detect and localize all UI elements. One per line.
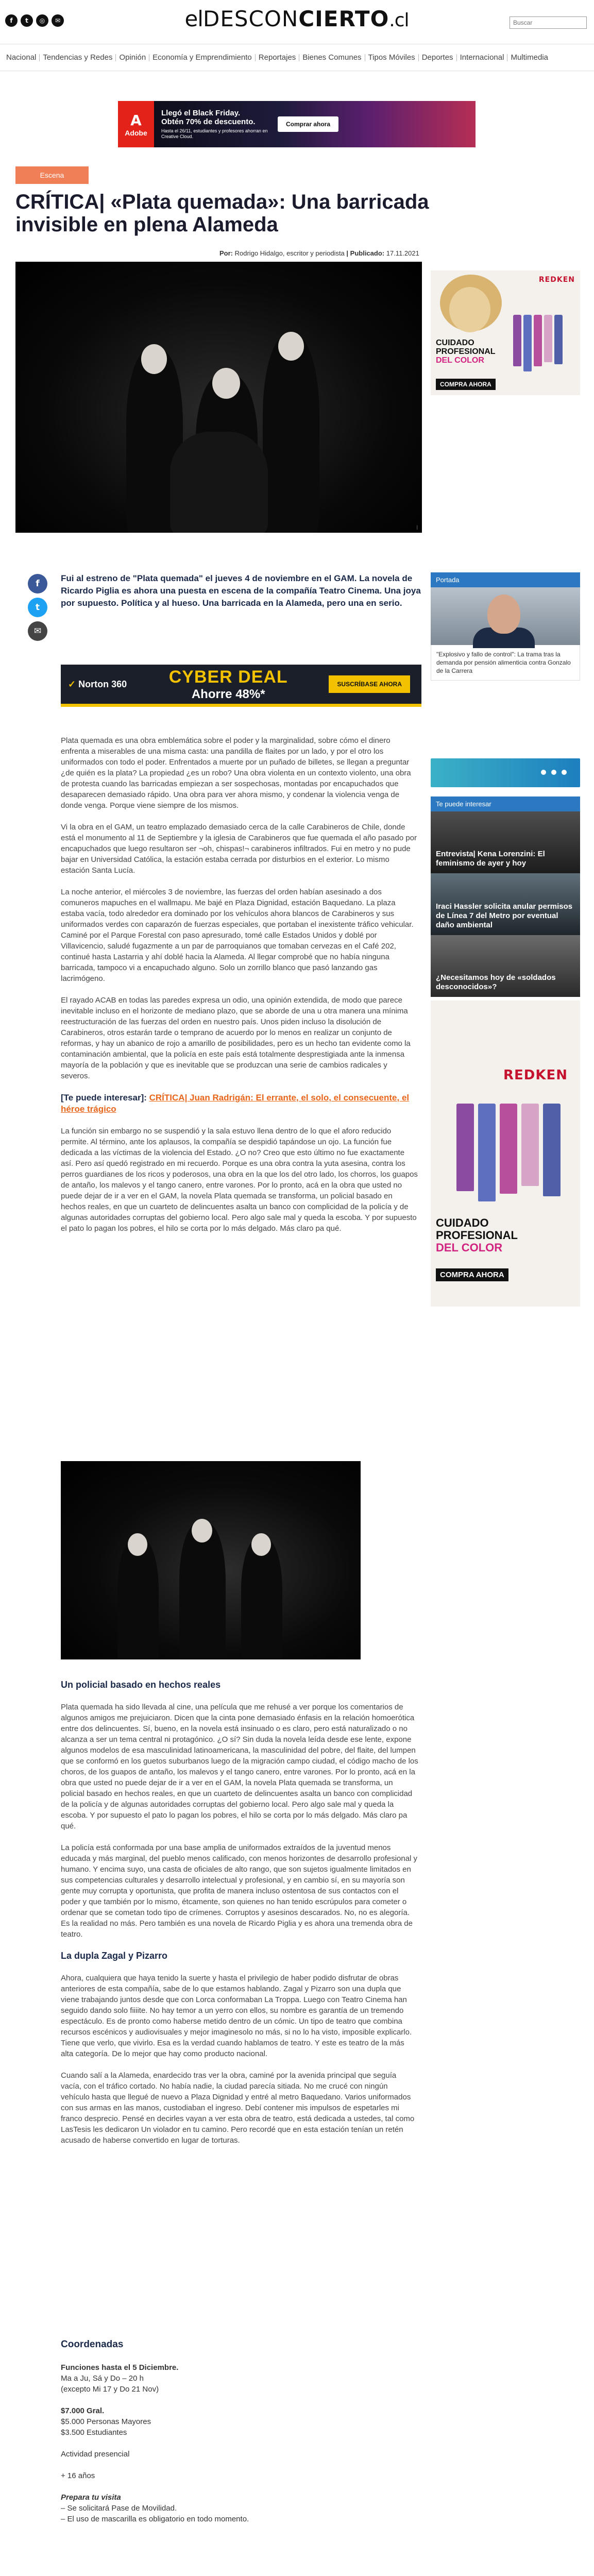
ad-text: CYBER DEAL Ahorre 48%*: [168, 667, 288, 701]
adobe-logo: A Adobe: [118, 101, 154, 147]
logo-part-descon: DESCON: [202, 6, 299, 31]
related-item[interactable]: Entrevista| Kena Lorenzini: El feminismo de ayer y hoy: [431, 811, 580, 873]
main-nav: [0, 44, 594, 71]
article-paragraph: La policía está conformada por una base amplia de uniformados extraídos de la juventud menos educada y más marginal, del pueblo menos calificado, con menos horizontes de desarrollo profesional y humano. Y encima suyo, una casta de oficiales de alto rango, que son sujetos igualmente limitados en sus competencias culturales y desarrollo intelectual y profesional, y en cambio sí, en su mayoría son gente muy corrupta y oportunista, que profita de manera incluso ostentosa de sus contactos con el poder y que también por lo mismo, étcamente, son quienes no han tenido escrúpulos para cometer o ordenar que se cometan todo tipo de crímenes. Corruptos y asesinos descarados. No, no es alegoría. Es la realidad no más. Pero también es una novela de Ricardo Piglia y es ahora una tremenda obra de teatro.: [61, 1843, 418, 1939]
site-header: [0, 0, 594, 44]
visit-prep-title: Prepara tu visita: [61, 2493, 121, 2502]
nav-item-tipos-moviles[interactable]: Tipos Móviles: [365, 54, 419, 61]
visit-requirement: – El uso de mascarilla es obligatorio en todo momento.: [61, 2515, 249, 2523]
related-link[interactable]: CRÍTICA| Juan Radrigán: El errante, el solo, el consecuente, el héroe trágico: [61, 1093, 410, 1114]
logo-part-cl: .cl: [389, 10, 409, 31]
article-lead: Fui al estreno de "Plata quemada" el jueves 4 de noviembre en el GAM. La novela de Ricardo Piglia es ahora una puesta en escena de la compañía Teatro Cinema. Una joya por supuesto. Política y al hueso. Una barricada en la Alameda, pero una en serio.: [61, 573, 421, 608]
article-paragraph: Cuando salí a la Alameda, enardecido tras ver la obra, caminé por la avenida principal que seguía vacía, con el tráfico cortado. No había nadie, la ciudad parecía sitiada. No me crucé con ningún vehículo hasta que llegué de nuevo a Plaza Dignidad y entré al metro Baquedano. Varios uniformados con sus armas en las manos, custodiaban el ingreso. Debí contener mis impulsos de espetarles mi franco desprecio. Pensé en decirles vayan a ver esta obra de teatro, está dedicada a ustedes, tal como LasTesis les dedicaron Un violador en tu camino. Pero recordé que en esta estación tenían un retén acusado de haberse convertido en lugar de torturas.: [61, 2071, 415, 2145]
logo-part-el: el: [184, 6, 203, 31]
ad-text: [154, 109, 278, 140]
byline-date: 17.11.2021: [386, 249, 419, 257]
event-details: [61, 2339, 418, 2524]
article-paragraph: Ahora, cualquiera que haya tenido la suerte y hasta el privilegio de haber podido disfrutar de obras anteriores de esta compañía, sabe de lo que estamos hablando. Zagal y Pizarro son una dupla que viene trabajando juntos desde que con Lorca conformaban La Troppa. Luego con Teatro Cinema han seguido dando solo fiiiite. No hay temor a un yerro con ellos, su nombre es garantía de un tremendo espectáculo. Es de pronto como haberse metido dentro de un cómic. Un tipo de teatro que combina recursos escénicos y audiovisuales y mejor imaginesolo no más, si no lo ha visto, imposible explicarlo. Tiene que verlo, que vivirlo. Esa es la verdad cuando hablamos de teatro. Y este es teatro de la más alta categoría. De lo mejor que hay como producto nacional.: [61, 1974, 412, 2058]
article-paragraph: La función sin embargo no se suspendió y la sala estuvo llena dentro de lo que el aforo reducido permite. Al término, ante los aplausos, la compañía se despidió tapándose un ojo. La función fue dedicada a las víctimas de la violencia del Estado. ¿O no? Creo que esto último no fue exactamente así. Pero así quedó registrado en mi recuerdo. Porque es una obra contra la yuta asesina, contra los perros guardianes de los ricos y poderosos, una obra en la que los del otro lado, los chorros, los guapos de antaño, los malevos y el tango canero, entre varones. Por lo pronto, acá en la obra que usted no puede dejar de ir a ver en el GAM, la novela Plata quemada se transforma, un policial basado en hechos reales, en que un cuarteto de delincuentes asalta un banco con complicidad de la policía y de algunas autoridades corruptas del gobierno local. Pero algo sale mal y queda la escoba. Y por supuesto el pato lo pagan los pobres, el hilo se corta por lo más delgado. Más claro pa qué.: [61, 1127, 418, 1233]
norton-logo: ✓ Norton 360: [68, 679, 127, 689]
portada-image: [431, 587, 580, 645]
ad-title: CUIDADO PROFESIONAL DEL COLOR: [436, 338, 496, 365]
event-age: + 16 años: [61, 2471, 95, 2480]
nav-item-multimedia[interactable]: Multimedia: [511, 53, 548, 62]
related-article-link: [61, 1092, 418, 1115]
instagram-icon[interactable]: ◎: [36, 14, 48, 27]
event-format: Actividad presencial: [61, 2450, 130, 2459]
nav-item-bienes-comunes[interactable]: Bienes Comunes: [299, 54, 365, 61]
ad-cta-button[interactable]: Comprar ahora: [278, 116, 338, 132]
section-tag[interactable]: Escena: [15, 166, 89, 184]
ad-line-2: Obtén 70% de descuento.: [161, 117, 256, 126]
share-facebook-icon[interactable]: f: [28, 574, 47, 594]
ad-brand: REDKEN: [503, 1067, 568, 1083]
article-paragraph: El rayado ACAB en todas las paredes expresa un odio, una opinión extendida, de modo que parece inevitable incluso en el horizonte de mediano plazo, que se aborde de una u otra manera una mínima reestructuración de las fuerzas del orden en nuestro país. Unos piden incluso la disolución de Carabineros, otros estarán tarde o temprano de acuerdo por lo menos en realizar un conjunto de reformas, y hay un abanico de rojo a amarillo de posibilidades, pero es un hecho tan evidente como la contaminación ambiental, que la policía en este país está totalmente desprestigiada ante la inmensa mayoría de la población y que es inevitable que se produzcan una serie de cambios radicales y severos.: [61, 996, 411, 1080]
nav-item-internacional[interactable]: Internacional: [457, 54, 508, 61]
article-paragraph: Plata quemada ha sido llevada al cine, una película que me rehusé a ver porque los comentarios de algunos amigos me prejuiciaron. Dicen que la cinta pone demasiado énfasis en la relación homoerótica entre dos delincuentes. Sí, bueno, en la novela está insinuado o es claro, pero está naturalizado o no alcanza a ser un tema central ni protagónico. ¿O sí? Sin duda la novela leída desde ese lente, expone algunos modelos de esa masculinidad latinoamericana, la masculinidad del pobre, del flaite, del lumpen que se conformó en los guetos suburbanos luego de la migración campo ciudad, el código macho de los choros, de los guapos de antaño, los malevos y el tango canero, entre varones. Por lo pronto, acá en la obra que usted no puede dejar de ir a ver en el GAM, la novela Plata quemada se transforma, un policial basado en hechos reales, en que un cuarteto de delincuentes asalta un banco con complicidad de la policía y de algunas autoridades corruptas del gobierno local. Pero algo sale mal y queda la escoba. Y por supuesto el pato lo pagan los pobres, el hilo se corta por lo más delgado. Más claro pa qué.: [61, 1703, 418, 1831]
ad-line-1: Llegó el Black Friday.: [161, 109, 241, 117]
ad-cta-button[interactable]: COMPRA AHORA: [436, 379, 496, 390]
subheading-dupla: La dupla Zagal y Pizarro: [61, 1951, 168, 1961]
sidebar-portada-label: Portada: [431, 572, 580, 587]
ad-title: CUIDADO PROFESIONAL DEL COLOR: [436, 1216, 518, 1254]
article-paragraph: Vi la obra en el GAM, un teatro emplazado demasiado cerca de la calle Carabineros de Chile, donde está el monumento al 11 de Septiembre y la iglesia de Carabineros que fue quemada el año pasado por encapuchados que luego resultaron ser ¬oh, chispas!¬ carabineros infiltrados. Fui en metro y no pude bajar en Universidad Católica, la estación estaba cerrada por disturbios en el exterior. Lo mismo estación Santa Lucía.: [61, 823, 417, 875]
norton-banner-ad[interactable]: [61, 665, 421, 707]
article-title: CRÍTICA| «Plata quemada»: Una barricada invisible en plena Alameda: [15, 191, 429, 236]
subheading-policial: Un policial basado en hechos reales: [61, 1680, 221, 1690]
article-paragraph: La noche anterior, el miércoles 3 de noviembre, las fuerzas del orden habían asesinado a dos comuneros mapuches en el wallmapu. Me bajé en Plaza Dignidad, estación Baquedano. La plaza estaba vacía, todo alrededor era dominado por los vehículos ahora blancos de Carabineros y sus uniformados verdes con caparazón de fuerzas especiales, que portaban el inexistente tráfico vehicular. Caminé por el Parque Forestal con paso apresurado, tomé calle Estados Unidos y doblé por Villavicencio, saludé fugazmente a un par de parroquianos que tomaban cervezas en el Café 202, continué hasta Lastarria y ahí doblé hacia la Alameda. Al llegar comprobé que no había ninguna barricada, tampoco vi a encapuchado alguno. Solo un zorrillo blanco que pasó lanzando gas lacrimógeno.: [61, 888, 414, 983]
nav-item-nacional[interactable]: Nacional: [3, 54, 40, 61]
nav-item-tendencias[interactable]: Tendencias y Redes: [40, 54, 116, 61]
price-students: $3.500 Estudiantes: [61, 2428, 127, 2437]
article-paragraph: Plata quemada es una obra emblemática sobre el poder y la marginalidad, sobre cómo el dinero enfrenta a miserables de una misma casta: una pandilla de flaites por un lado, y por el otro los uniformados con todo el poder. Enfrentados a muerte por un puñado de billetes, se llegan a preguntar ¿de quién es la plata? La propiedad ¿es un robo? Una obra violenta en un contexto violento, una obra de protesta cuando las barricadas empiezan a ser sospechosas, montadas por encapuchados que desaparecen demasiado rápido. Una obra para ver ahora mismo, y condenar la violencia venga de donde venga. Porque viene siempre de los mismos.: [61, 736, 411, 810]
sidebar-intereses-label: Te puede interesar: [431, 796, 580, 811]
byline: [219, 249, 419, 257]
article-body-1: [61, 735, 418, 1245]
ad-cta-button[interactable]: COMPRA AHORA: [436, 1268, 508, 1281]
ad-cta-button[interactable]: SUSCRÍBASE AHORA: [329, 675, 410, 693]
sidebar-intereses: [431, 796, 580, 997]
nav-item-opinion[interactable]: Opinión: [116, 54, 149, 61]
related-item[interactable]: ¿Necesitamos hoy de «soldados desconocidos»?: [431, 935, 580, 997]
share-email-icon[interactable]: ✉: [28, 621, 47, 641]
visit-requirement: – Se solicitará Pase de Movilidad.: [61, 2504, 177, 2513]
byline-author[interactable]: Rodrigo Hidalgo, escritor y periodista: [234, 249, 345, 257]
social-links: [5, 14, 64, 27]
ad-products: [456, 1104, 561, 1201]
event-schedule: Ma a Ju, Sá y Do – 20 h: [61, 2374, 144, 2383]
related-item[interactable]: Iraci Hassler solicita anular permisos de Línea 7 del Metro por eventual daño ambiental: [431, 873, 580, 935]
nav-item-economia[interactable]: Economía y Emprendimiento: [149, 54, 256, 61]
byline-sep: | Publicado:: [346, 249, 385, 257]
share-twitter-icon[interactable]: t: [28, 598, 47, 617]
share-buttons: [28, 574, 47, 641]
email-icon[interactable]: ✉: [52, 14, 64, 27]
ad-line-3: Hasta el 26/11, estudiantes y profesores ahorran en Creative Cloud.: [161, 128, 268, 139]
event-details-title: Coordenadas: [61, 2339, 124, 2350]
event-dates: Funciones hasta el 5 Diciembre.: [61, 2363, 179, 2372]
nav-item-deportes[interactable]: Deportes: [419, 54, 457, 61]
redken-ad-bottom[interactable]: [431, 1001, 580, 1307]
small-banner-ad[interactable]: [431, 758, 580, 787]
event-exceptions: (excepto Mi 17 y Do 21 Nov): [61, 2385, 159, 2394]
adobe-banner-ad[interactable]: [118, 101, 476, 147]
facebook-icon[interactable]: f: [5, 14, 18, 27]
redken-ad-top[interactable]: [431, 270, 580, 395]
nav-item-reportajes[interactable]: Reportajes: [256, 54, 300, 61]
ad-products: [513, 315, 563, 371]
related-prefix: [Te puede interesar]:: [61, 1093, 147, 1103]
sidebar-portada[interactable]: [431, 572, 580, 681]
hero-photo: [15, 262, 422, 533]
ad-brand: REDKEN: [538, 276, 575, 284]
twitter-icon[interactable]: t: [21, 14, 33, 27]
byline-prefix: Por:: [219, 249, 233, 257]
article-photo: [61, 1461, 361, 1659]
article-body-2: [61, 1672, 418, 2157]
price-general: $7.000 Gral.: [61, 2406, 105, 2415]
search-input[interactable]: [510, 16, 587, 29]
site-logo[interactable]: [152, 6, 441, 37]
logo-part-cierto: CIERTO: [298, 6, 389, 31]
portada-caption[interactable]: "Explosivo y fallo de control": La trama tras la demanda por pensión alimenticia contra Gonzalo de la Carrera: [431, 645, 580, 681]
photo-credit: |: [416, 524, 418, 530]
price-seniors: $5.000 Personas Mayores: [61, 2417, 151, 2426]
